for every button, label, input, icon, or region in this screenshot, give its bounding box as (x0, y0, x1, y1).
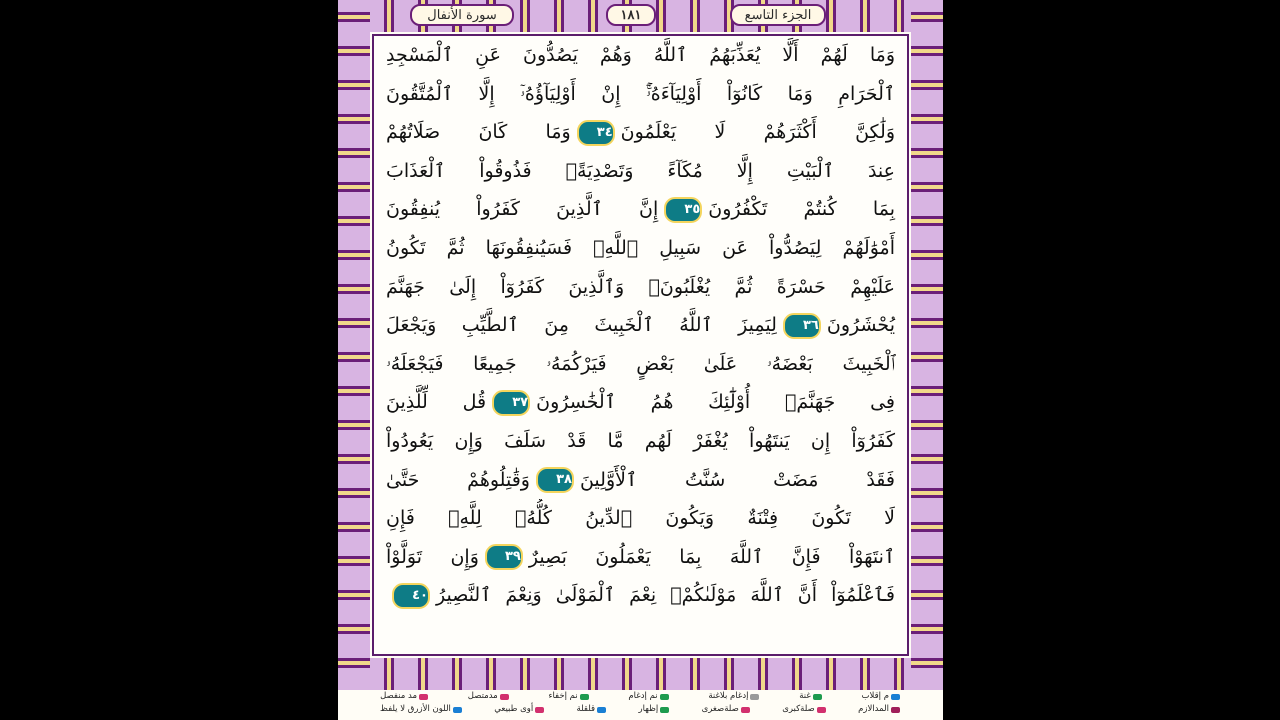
verse-line (380, 190, 901, 229)
legend-label: المدالازم (858, 704, 889, 714)
legend-item (858, 703, 900, 716)
verse-text: عَلَيْهِمْ حَسْرَةً ثُمَّ يُغْلَبُونَۗ وَٱلَّذِينَ كَفَرُوٓاْ إِلَىٰ جَهَنَّمَ (386, 275, 895, 298)
verse-line (380, 268, 901, 307)
verse-line (380, 499, 901, 538)
legend-label: نم إخفاء (548, 691, 578, 701)
verse-text: عِندَ ٱلْبَيْتِ إِلَّا مُكَآءً وَتَصْدِيَةًۚ فَذُوقُواْ ٱلْعَذَابَ (386, 159, 895, 182)
legend-item (628, 690, 668, 703)
legend-label: اللون الأزرق لا يلفظ (380, 704, 451, 714)
verse-line (380, 152, 901, 191)
ornamental-border-bottom (338, 658, 943, 690)
verse-line (380, 36, 901, 75)
verse-line (380, 576, 901, 615)
verse-text: لَا تَكُونَ فِتْنَةٌ وَيَكُونَ ٱلدِّينُ كُلُّهُۥ لِلَّهِۚ فَإِنِ (386, 507, 895, 530)
ayah-number-marker: ٣٥ (664, 197, 702, 223)
verse-text: ٱلْخَبِيثَ بَعْضَهُۥ عَلَىٰ بَعْضٍ فَيَرْكُمَهُۥ جَمِيعًا فَيَجْعَلَهُۥ (386, 352, 895, 375)
legend-item (782, 703, 826, 716)
verse-line (380, 75, 901, 114)
legend-swatch (419, 694, 428, 700)
legend-item (702, 703, 750, 716)
ornamental-border-right (911, 0, 943, 690)
legend-row-2 (380, 703, 900, 716)
legend-item (380, 690, 428, 703)
verse-text: وَإِن تَوَلَّوْاْ (386, 545, 479, 568)
ayah-number-marker: ٣٤ (577, 120, 615, 146)
verse-text: كَفَرُوٓاْ إِن يَنتَهُواْ يُغْفَرْ لَهُم مَّا قَدْ سَلَفَ وَإِن يَعُودُواْ (386, 429, 895, 452)
surah-name: سورة الأنفال (410, 4, 514, 26)
legend-swatch (891, 694, 900, 700)
legend-item (799, 690, 822, 703)
ayah-number-marker: ٤٠ (392, 583, 430, 609)
verse-text: بِمَا كُنتُمْ تَكْفُرُونَ (708, 198, 895, 221)
legend-swatch (817, 707, 826, 713)
legend-swatch (660, 707, 669, 713)
verse-text: وَلَٰكِنَّ أَكْثَرَهُمْ لَا يَعْلَمُونَ (620, 121, 895, 144)
legend-swatch (660, 694, 669, 700)
verse-text: يُحْشَرُونَ (826, 314, 895, 337)
legend-swatch (500, 694, 509, 700)
legend-item (548, 690, 588, 703)
legend-swatch (741, 707, 750, 713)
juz-label: الجزء التاسع (730, 4, 826, 26)
ayah-number-marker: ٣٧ (492, 390, 530, 416)
verse-text: قُل لِّلَّذِينَ (386, 391, 487, 414)
legend-label: قلقلة (576, 704, 596, 714)
tajweed-legend (380, 690, 900, 718)
legend-item (708, 690, 759, 703)
legend-label: صلةصغرى (701, 704, 739, 714)
verse-text: أَمْوَٰلَهُمْ لِيَصُدُّواْ عَن سَبِيلِ ٱللَّهِۚ فَسَيُنفِقُونَهَا ثُمَّ تَكُونُ (386, 236, 895, 259)
legend-swatch (453, 707, 462, 713)
legend-item (638, 703, 669, 716)
verse-line (380, 538, 901, 577)
verse-text: وَقَٰتِلُوهُمْ حَتَّىٰ (386, 468, 530, 491)
legend-label: م إقلاب (861, 691, 889, 701)
legend-swatch (750, 694, 759, 700)
legend-label: إدغام بلاغنة (708, 691, 749, 701)
verse-text: ٱلْحَرَامِ وَمَا كَانُوٓاْ أَوْلِيَآءَهُۥٓۚ إِنْ أَوْلِيَآؤُهُۥٓ إِلَّا ٱلْمُتَّقُونَ (386, 82, 895, 105)
legend-swatch (580, 694, 589, 700)
verse-line (380, 113, 901, 152)
page-number: ١٨١ (606, 4, 656, 26)
verse-text: وَمَا لَهُمْ أَلَّا يُعَذِّبَهُمُ ٱللَّهُ وَهُمْ يَصُدُّونَ عَنِ ٱلْمَسْجِدِ (386, 44, 895, 66)
legend-item (577, 703, 607, 716)
legend-swatch (813, 694, 822, 700)
ornamental-border-left (338, 0, 370, 690)
legend-row-1 (380, 690, 900, 703)
verse-line (380, 422, 901, 461)
legend-label: غنة (799, 691, 811, 701)
legend-label: أوى طبيعي (494, 704, 534, 714)
legend-swatch (597, 707, 606, 713)
ayah-number-marker: ٣٨ (536, 467, 574, 493)
mushaf-page (338, 0, 943, 720)
verse-line (380, 306, 901, 345)
legend-label: صلةكبرى (782, 704, 815, 714)
page-header (338, 2, 943, 30)
verse-line (380, 461, 901, 500)
ayah-number-marker: ٣٦ (783, 313, 821, 339)
verse-line (380, 229, 901, 268)
verse-line (380, 383, 901, 422)
ayah-number-marker: ٣٩ (485, 544, 523, 570)
legend-label: إظهار (638, 704, 659, 714)
legend-swatch (535, 707, 544, 713)
legend-item (468, 690, 509, 703)
quran-text (380, 36, 901, 656)
verse-line (380, 345, 901, 384)
legend-item (862, 690, 900, 703)
verse-text: ٱنتَهَوْاْ فَإِنَّ ٱللَّهَ بِمَا يَعْمَلُونَ بَصِيرٌ (528, 545, 896, 568)
verse-text: إِنَّ ٱلَّذِينَ كَفَرُواْ يُنفِقُونَ (386, 198, 659, 221)
legend-label: مدمتصل (467, 691, 498, 701)
legend-item (380, 703, 462, 716)
legend-item (494, 703, 544, 716)
legend-swatch (891, 707, 900, 713)
verse-text: فِى جَهَنَّمَۚ أُوْلَٰٓئِكَ هُمُ ٱلْخَٰسِرُونَ (536, 391, 895, 414)
verse-text: لِيَمِيزَ ٱللَّهُ ٱلْخَبِيثَ مِنَ ٱلطَّيِّبِ وَيَجْعَلَ (386, 314, 777, 337)
verse-text: وَمَا كَانَ صَلَاتُهُمْ (386, 121, 571, 144)
legend-label: مد منفصل (380, 691, 418, 701)
legend-label: نم إدغام (628, 691, 658, 701)
verse-text: فَٱعْلَمُوٓاْ أَنَّ ٱللَّهَ مَوْلَىٰكُمْۚ نِعْمَ ٱلْمَوْلَىٰ وَنِعْمَ ٱلنَّصِيرُ (436, 584, 895, 607)
verse-text: فَقَدْ مَضَتْ سُنَّتُ ٱلْأَوَّلِينَ (579, 468, 895, 491)
